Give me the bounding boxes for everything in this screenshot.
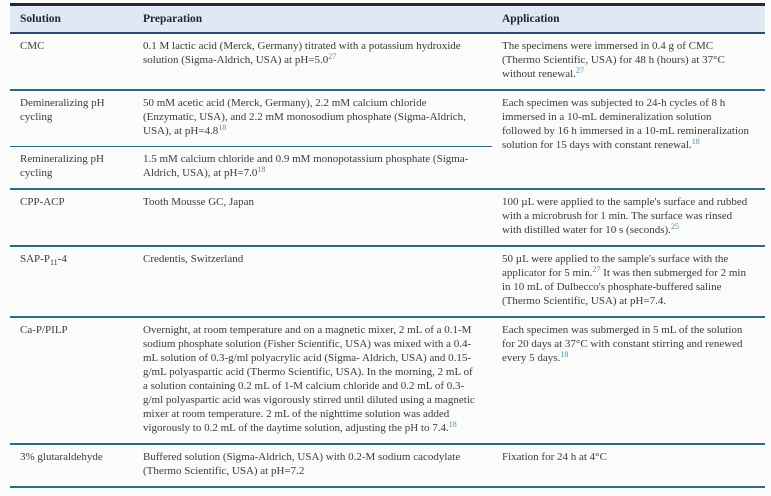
text-segment: CPP-ACP [20,196,65,208]
text-segment: 1.5 mM calcium chloride and 0.9 mM monopotassium phosphate (Sigma-Aldrich, USA), at pH=7.0 [143,153,469,179]
table-row-cpp-acp [10,189,765,246]
text-segment: Each specimen was subjected to 24-h cycles of 8 h immersed in a 10-mL demineralization solution followed by 16 h immersed in a 10-mL remineralization solution for 15 days with constant renewal. [502,97,750,151]
citation-reference[interactable]: 18 [257,165,266,174]
table-row-glutaraldehyde [10,444,765,487]
column-header-application: Application [492,5,765,34]
citation-reference[interactable]: 18 [218,123,227,132]
citation-reference[interactable]: 27 [575,66,584,75]
text-segment: 50 µL were applied to the sample's surface with the applicator for 5 min. [502,253,729,279]
solution-cell [10,317,133,444]
preparation-cell [133,90,492,147]
column-header-solution: Solution [10,5,133,34]
text-segment: 50 mM acetic acid (Merck, Germany), 2.2 mM calcium chloride (Enzymatic, USA), and 2.2 mM monosodium phosphate (Sigma-Aldrich, USA), at pH=4.8 [143,97,466,137]
column-header-preparation: Preparation [133,5,492,34]
text-segment: Credentis, Switzerland [143,253,244,265]
preparation-cell [133,317,492,444]
text-segment: 100 µL were applied to the sample's surface and rubbed with a microbrush for 1 min. The surface was rinsed with distilled water for 10 s (seconds). [502,196,748,236]
table-row-sap-p11-4 [10,246,765,317]
preparation-cell [133,147,492,190]
solution-cell [10,33,133,90]
preparation-cell [133,246,492,317]
application-cell [492,317,765,444]
solution-cell [10,90,133,147]
subscript-text: 11 [49,258,58,267]
solution-cell [10,189,133,246]
citation-reference[interactable]: 27 [328,52,337,61]
application-cell [492,189,765,246]
application-cell [492,444,765,487]
citation-reference[interactable]: 25 [670,222,679,231]
text-segment: Remineralizing pH cycling [20,153,105,179]
citation-reference[interactable]: 18 [560,350,569,359]
text-segment: CMC [20,40,45,52]
application-cell [492,246,765,317]
application-cell [492,33,765,90]
preparation-cell [133,444,492,487]
table-row-demineralizing [10,90,765,147]
citation-reference[interactable]: 18 [448,420,457,429]
text-segment: Each specimen was submerged in 5 mL of the solution for 20 days at 37°C with constant stirring and renewed every 5 days. [502,324,743,364]
preparation-cell [133,189,492,246]
text-segment: Tooth Mousse GC, Japan [143,196,255,208]
table-row-ca-p-pilp [10,317,765,444]
text-segment: It was then submerged for 2 min in 10 mL of Dulbecco's phosphate-buffered saline (Thermo Scientific, USA) at pH=7.4. [502,267,746,307]
text-segment: Fixation for 24 h at 4°C [502,451,607,463]
solution-cell [10,147,133,190]
text-segment: 0.1 M lactic acid (Merck, Germany) titrated with a potassium hydroxide solution (Sigma-Aldrich, USA) at pH=5.0 [143,40,461,66]
text-segment: SAP-P [20,253,50,265]
preparation-cell [133,33,492,90]
text-segment: Ca-P/PILP [20,324,68,336]
citation-reference[interactable]: 27 [592,265,601,274]
table-row-cmc [10,33,765,90]
text-segment: Overnight, at room temperature and on a magnetic mixer, 2 mL of a 0.1-M sodium phosphate solution (Fisher Scientific, USA) was mixed with a 0.4-mL solution of 0.3-g/ml polyacrylic acid (Sigma- Aldrich, USA) and 0.15-g/mL polyaspartic acid (Thermo Scientific, USA). In the morning, 2 mL of a solution containing 0.2 mL of 1-M calcium chloride and 0.2 mL of 0.3-g/ml polyaspartic acid was vigorously stirred until diluted using a magnetic mixer at room temperature. 2 mL of the nighttime solution was added vigorously to 0.2 mL of the daytime solution, adjusting the pH to 7.4. [143,324,475,434]
solutions-table [10,3,765,488]
citation-reference[interactable]: 18 [691,137,700,146]
text-segment: Buffered solution (Sigma-Aldrich, USA) with 0.2-M sodium cacodylate (Thermo Scientific, USA) at pH=7.2 [143,451,461,477]
text-segment: 3% glutaraldehyde [20,451,103,463]
text-segment: Demineralizing pH cycling [20,97,105,123]
application-cell [492,90,765,189]
solution-cell [10,444,133,487]
text-segment: The specimens were immersed in 0.4 g of CMC (Thermo Scientific, USA) for 48 h (hours) at 37°C without renewal. [502,40,725,80]
header-row [10,5,765,34]
text-segment: -4 [57,253,67,265]
solutions-table-container [10,3,765,488]
solution-cell [10,246,133,317]
